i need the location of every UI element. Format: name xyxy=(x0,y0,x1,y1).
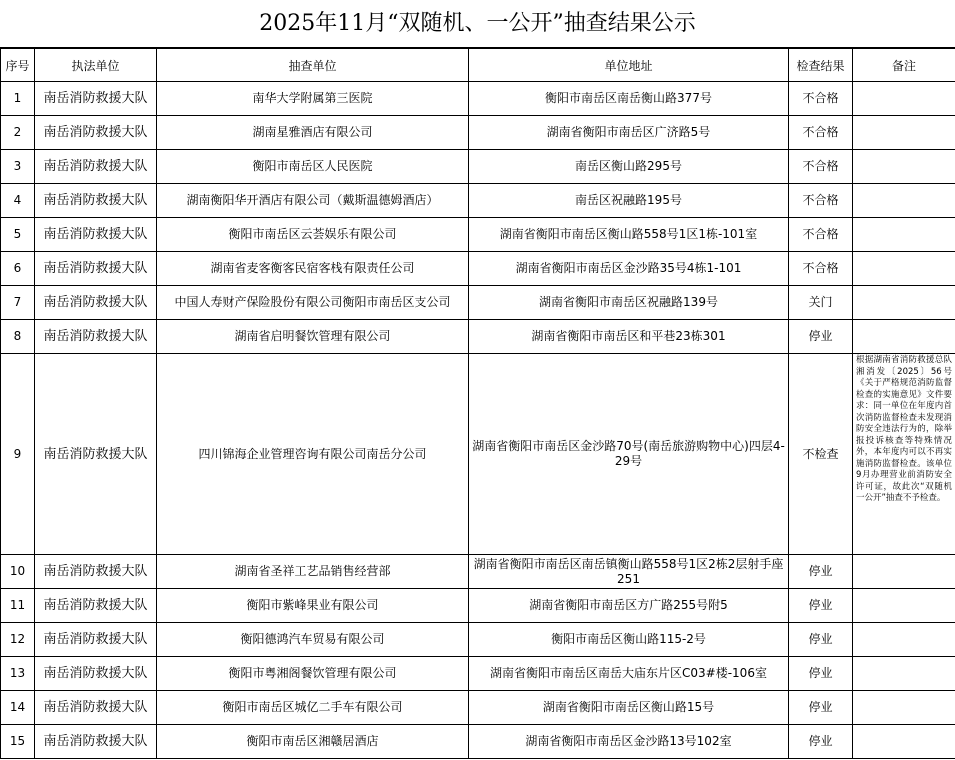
cell-seq: 13 xyxy=(1,657,35,691)
cell-result: 停业 xyxy=(789,657,853,691)
cell-seq: 15 xyxy=(1,725,35,759)
cell-target: 衡阳市南岳区云荟娱乐有限公司 xyxy=(157,218,469,252)
cell-result: 停业 xyxy=(789,623,853,657)
cell-seq: 11 xyxy=(1,589,35,623)
cell-remark xyxy=(853,286,955,320)
cell-remark xyxy=(853,657,955,691)
cell-unit: 南岳消防救援大队 xyxy=(35,82,157,116)
table-row xyxy=(1,623,955,657)
table-row xyxy=(1,320,955,354)
cell-remark xyxy=(853,320,955,354)
cell-address: 湖南省衡阳市南岳区金沙路35号4栋1-101 xyxy=(469,252,789,286)
cell-result: 停业 xyxy=(789,691,853,725)
cell-result: 停业 xyxy=(789,589,853,623)
cell-remark xyxy=(853,555,955,589)
cell-remark xyxy=(853,218,955,252)
cell-seq: 9 xyxy=(1,354,35,555)
cell-address: 衡阳市南岳区衡山路115-2号 xyxy=(469,623,789,657)
cell-target: 衡阳德鸿汽车贸易有限公司 xyxy=(157,623,469,657)
cell-address: 衡阳市南岳区南岳衡山路377号 xyxy=(469,82,789,116)
table-row xyxy=(1,252,955,286)
cell-unit: 南岳消防救援大队 xyxy=(35,555,157,589)
table-row xyxy=(1,150,955,184)
cell-target: 湖南省麦客衡客民宿客栈有限责任公司 xyxy=(157,252,469,286)
cell-unit: 南岳消防救援大队 xyxy=(35,725,157,759)
cell-address: 湖南省衡阳市南岳区金沙路13号102室 xyxy=(469,725,789,759)
cell-target: 衡阳市粤湘阁餐饮管理有限公司 xyxy=(157,657,469,691)
table-row xyxy=(1,184,955,218)
table-row xyxy=(1,218,955,252)
cell-result: 不合格 xyxy=(789,252,853,286)
table-row xyxy=(1,691,955,725)
cell-address: 湖南省衡阳市南岳区方广路255号附5 xyxy=(469,589,789,623)
page-title: 2025年11月“双随机、一公开”抽查结果公示 xyxy=(0,0,955,48)
cell-unit: 南岳消防救援大队 xyxy=(35,252,157,286)
cell-seq: 1 xyxy=(1,82,35,116)
cell-seq: 7 xyxy=(1,286,35,320)
header-seq: 序号 xyxy=(1,49,35,82)
cell-result: 不合格 xyxy=(789,116,853,150)
cell-target: 衡阳市南岳区城亿二手车有限公司 xyxy=(157,691,469,725)
cell-seq: 3 xyxy=(1,150,35,184)
cell-unit: 南岳消防救援大队 xyxy=(35,320,157,354)
cell-remark xyxy=(853,691,955,725)
cell-remark xyxy=(853,252,955,286)
cell-seq: 2 xyxy=(1,116,35,150)
cell-result: 关门 xyxy=(789,286,853,320)
cell-seq: 12 xyxy=(1,623,35,657)
cell-seq: 14 xyxy=(1,691,35,725)
cell-target: 湖南衡阳华开酒店有限公司（戴斯温德姆酒店） xyxy=(157,184,469,218)
cell-result: 不合格 xyxy=(789,218,853,252)
cell-unit: 南岳消防救援大队 xyxy=(35,150,157,184)
header-address: 单位地址 xyxy=(469,49,789,82)
cell-address: 湖南省衡阳市南岳区衡山路558号1区1栋-101室 xyxy=(469,218,789,252)
cell-address: 湖南省衡阳市南岳区金沙路70号(南岳旅游购物中心)四层4-29号 xyxy=(469,354,789,555)
table-row xyxy=(1,82,955,116)
cell-seq: 10 xyxy=(1,555,35,589)
cell-remark xyxy=(853,623,955,657)
results-table xyxy=(0,48,955,759)
cell-seq: 5 xyxy=(1,218,35,252)
cell-target: 南华大学附属第三医院 xyxy=(157,82,469,116)
cell-address: 湖南省衡阳市南岳区广济路5号 xyxy=(469,116,789,150)
header-unit: 执法单位 xyxy=(35,49,157,82)
cell-result: 不合格 xyxy=(789,82,853,116)
table-row xyxy=(1,555,955,589)
cell-target: 中国人寿财产保险股份有限公司衡阳市南岳区支公司 xyxy=(157,286,469,320)
cell-result: 不检查 xyxy=(789,354,853,555)
cell-remark xyxy=(853,725,955,759)
cell-remark xyxy=(853,150,955,184)
cell-unit: 南岳消防救援大队 xyxy=(35,657,157,691)
cell-target: 衡阳市紫峰果业有限公司 xyxy=(157,589,469,623)
cell-remark xyxy=(853,184,955,218)
cell-result: 停业 xyxy=(789,555,853,589)
header-target: 抽查单位 xyxy=(157,49,469,82)
cell-address: 湖南省衡阳市南岳区和平巷23栋301 xyxy=(469,320,789,354)
cell-target: 衡阳市南岳区人民医院 xyxy=(157,150,469,184)
cell-seq: 6 xyxy=(1,252,35,286)
cell-remark-note: 根据湖南省消防救援总队湘消发〔2025〕56号《关于严格规范消防监督检查的实施意见》文件要求：同一单位在年度内首次消防监督检查未发现消防安全违法行为的，除举报投诉核查等特殊情况外，本年度内可以不再实施消防监督检查。该单位9月办理营业前消防安全许可证，故此次“双随机一公开”抽查不予检查。 xyxy=(853,354,955,555)
cell-unit: 南岳消防救援大队 xyxy=(35,623,157,657)
cell-target: 四川锦海企业管理咨询有限公司南岳分公司 xyxy=(157,354,469,555)
cell-result: 不合格 xyxy=(789,184,853,218)
cell-seq: 8 xyxy=(1,320,35,354)
cell-unit: 南岳消防救援大队 xyxy=(35,589,157,623)
cell-result: 停业 xyxy=(789,725,853,759)
cell-unit: 南岳消防救援大队 xyxy=(35,218,157,252)
cell-address: 湖南省衡阳市南岳区祝融路139号 xyxy=(469,286,789,320)
cell-address: 湖南省衡阳市南岳区南岳镇衡山路558号1区2栋2层射手座251 xyxy=(469,555,789,589)
table-row xyxy=(1,657,955,691)
cell-remark xyxy=(853,589,955,623)
cell-unit: 南岳消防救援大队 xyxy=(35,691,157,725)
cell-target: 湖南省圣祥工艺品销售经营部 xyxy=(157,555,469,589)
table-row xyxy=(1,116,955,150)
cell-unit: 南岳消防救援大队 xyxy=(35,354,157,555)
cell-address: 湖南省衡阳市南岳区衡山路15号 xyxy=(469,691,789,725)
table-row xyxy=(1,354,955,555)
table-row xyxy=(1,725,955,759)
cell-result: 停业 xyxy=(789,320,853,354)
cell-unit: 南岳消防救援大队 xyxy=(35,116,157,150)
cell-seq: 4 xyxy=(1,184,35,218)
cell-result: 不合格 xyxy=(789,150,853,184)
cell-target: 衡阳市南岳区湘赣居酒店 xyxy=(157,725,469,759)
cell-address: 南岳区祝融路195号 xyxy=(469,184,789,218)
cell-target: 湖南星雅酒店有限公司 xyxy=(157,116,469,150)
table-row xyxy=(1,286,955,320)
cell-address: 湖南省衡阳市南岳区南岳大庙东片区C03#楼-106室 xyxy=(469,657,789,691)
header-result: 检查结果 xyxy=(789,49,853,82)
cell-target: 湖南省启明餐饮管理有限公司 xyxy=(157,320,469,354)
cell-unit: 南岳消防救援大队 xyxy=(35,184,157,218)
cell-remark xyxy=(853,116,955,150)
table-row xyxy=(1,589,955,623)
header-remark: 备注 xyxy=(853,49,955,82)
header-row xyxy=(1,49,955,82)
cell-address: 南岳区衡山路295号 xyxy=(469,150,789,184)
cell-remark xyxy=(853,82,955,116)
cell-unit: 南岳消防救援大队 xyxy=(35,286,157,320)
